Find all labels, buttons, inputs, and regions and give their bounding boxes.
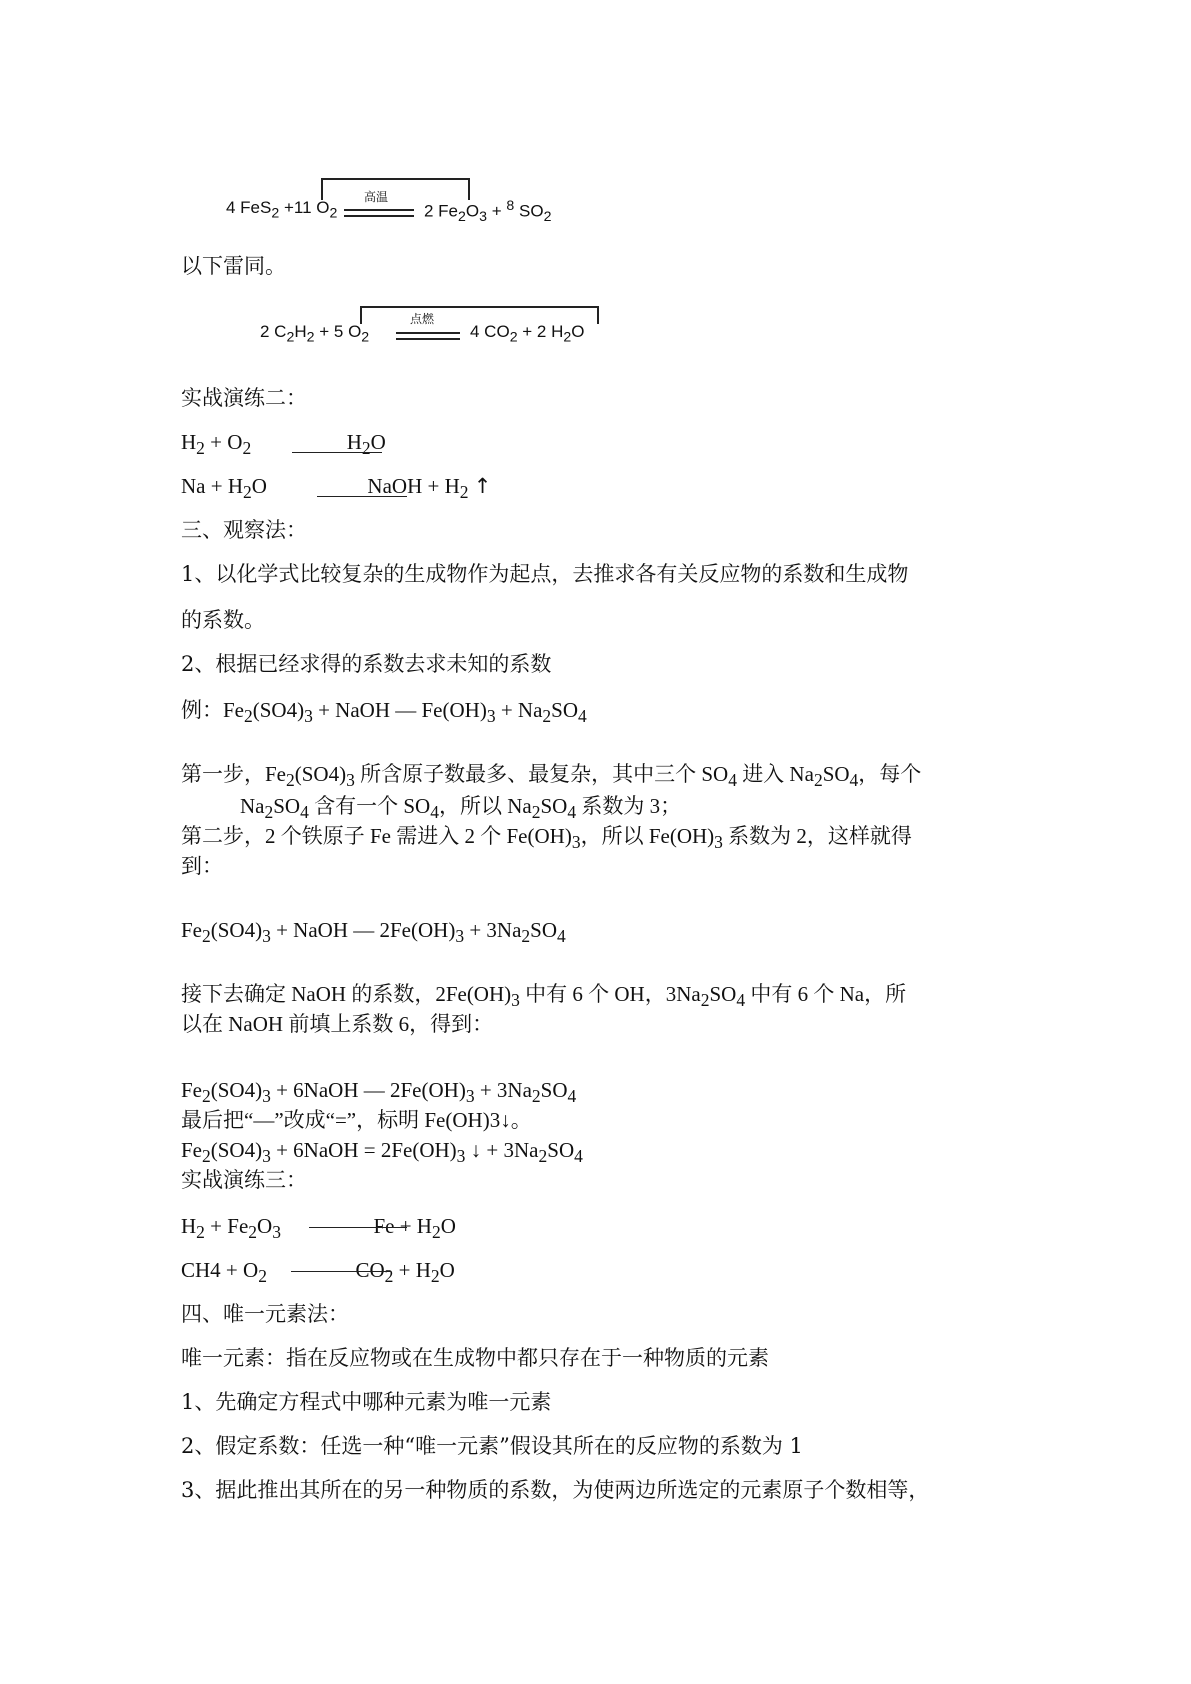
sec3-p2: 2、根据已经求得的系数去求未知的系数 — [181, 652, 552, 676]
condition-label: 高温 — [364, 190, 389, 204]
sec3-title: 三、观察法： — [181, 518, 307, 542]
sec4-p3: 3、据此推出其所在的另一种物质的系数，为使两边所选定的元素原子个数相等， — [181, 1478, 930, 1502]
equation-5: $Fe_2(SO4)_3$ + 6NaOH = $2Fe(OH)_3$ ↓ + $3Na_2SO_4$ — [181, 1138, 583, 1167]
naoh-note2: 以在 NaOH 前填上系数 6，得到： — [181, 1012, 494, 1036]
sec4-def: 唯一元素：指在反应物或在生成物中都只存在于一种物质的元素 — [181, 1346, 769, 1370]
arrow-up-icon: ↑ — [473, 474, 492, 498]
equation-3: $Fe_2(SO4)_3$ + NaOH — $2Fe(OH)_3 + 3Na_2SO_4$ — [181, 918, 566, 947]
sec3-p1-line1: 1、以化学式比较复杂的生成物作为起点，去推求各有关反应物的系数和生成物 — [181, 562, 909, 586]
note-same: 以下雷同。 — [181, 254, 286, 278]
naoh-note1: 接下去确定 NaOH 的系数，$2Fe(OH)_3$ 中有 6 个 OH，$3Na_2SO_4$ 中有 6 个 Na，所 — [181, 982, 907, 1011]
sec4-p2: 2、假定系数：任选一种“唯一元素”假设其所在的反应物的系数为 1 — [181, 1434, 803, 1458]
practice2-eq2: $Na + H_2O$ NaOH + $H_2$ ↑ — [181, 474, 492, 503]
sec4-title: 四、唯一元素法： — [181, 1302, 349, 1326]
example-equation: 例：$Fe_2(SO4)_3$ + NaOH — $Fe(OH)_3 + Na_2SO_4$ — [181, 698, 587, 727]
practice2-eq1: $H_2 + O_2$ $H_2O$ — [181, 430, 386, 459]
step2: 第二步，2 个铁原子 Fe 需进入 2 个 $Fe(OH)_3$，所以 $Fe(OH)_3$ 系数为 2，这样就得 — [181, 824, 912, 853]
practice3-eq1: $H_2 + Fe_2O_3$ $Fe + H_2O$ — [181, 1214, 456, 1243]
step2-line2: 到： — [181, 854, 223, 878]
sec3-p1-line2: 的系数。 — [181, 608, 265, 632]
practice3-eq2: $CH4 + O_2$ $CO_2 + H_2O$ — [181, 1258, 455, 1287]
step1-line2: $Na_2SO_4$ 含有一个 $SO_4$，所以 $Na_2SO_4$ 系数为 3； — [240, 794, 682, 823]
equation-4: $Fe_2(SO4)_3$ + 6NaOH — $2Fe(OH)_3 + 3Na_2SO_4$ — [181, 1078, 577, 1107]
sec4-p1: 1、先确定方程式中哪种元素为唯一元素 — [181, 1390, 552, 1414]
practice2-title: 实战演练二： — [181, 386, 307, 410]
practice3-title: 实战演练三： — [181, 1168, 307, 1192]
step1: 第一步，$Fe_2(SO4)_3$ 所含原子数最多、最复杂，其中三个 $SO_4$ 进入 $Na_2SO_4$，每个 — [181, 762, 922, 791]
final-note: 最后把“—”改成“=”，标明 Fe(OH)3↓。 — [181, 1108, 532, 1132]
condition-label: 点燃 — [410, 312, 435, 326]
